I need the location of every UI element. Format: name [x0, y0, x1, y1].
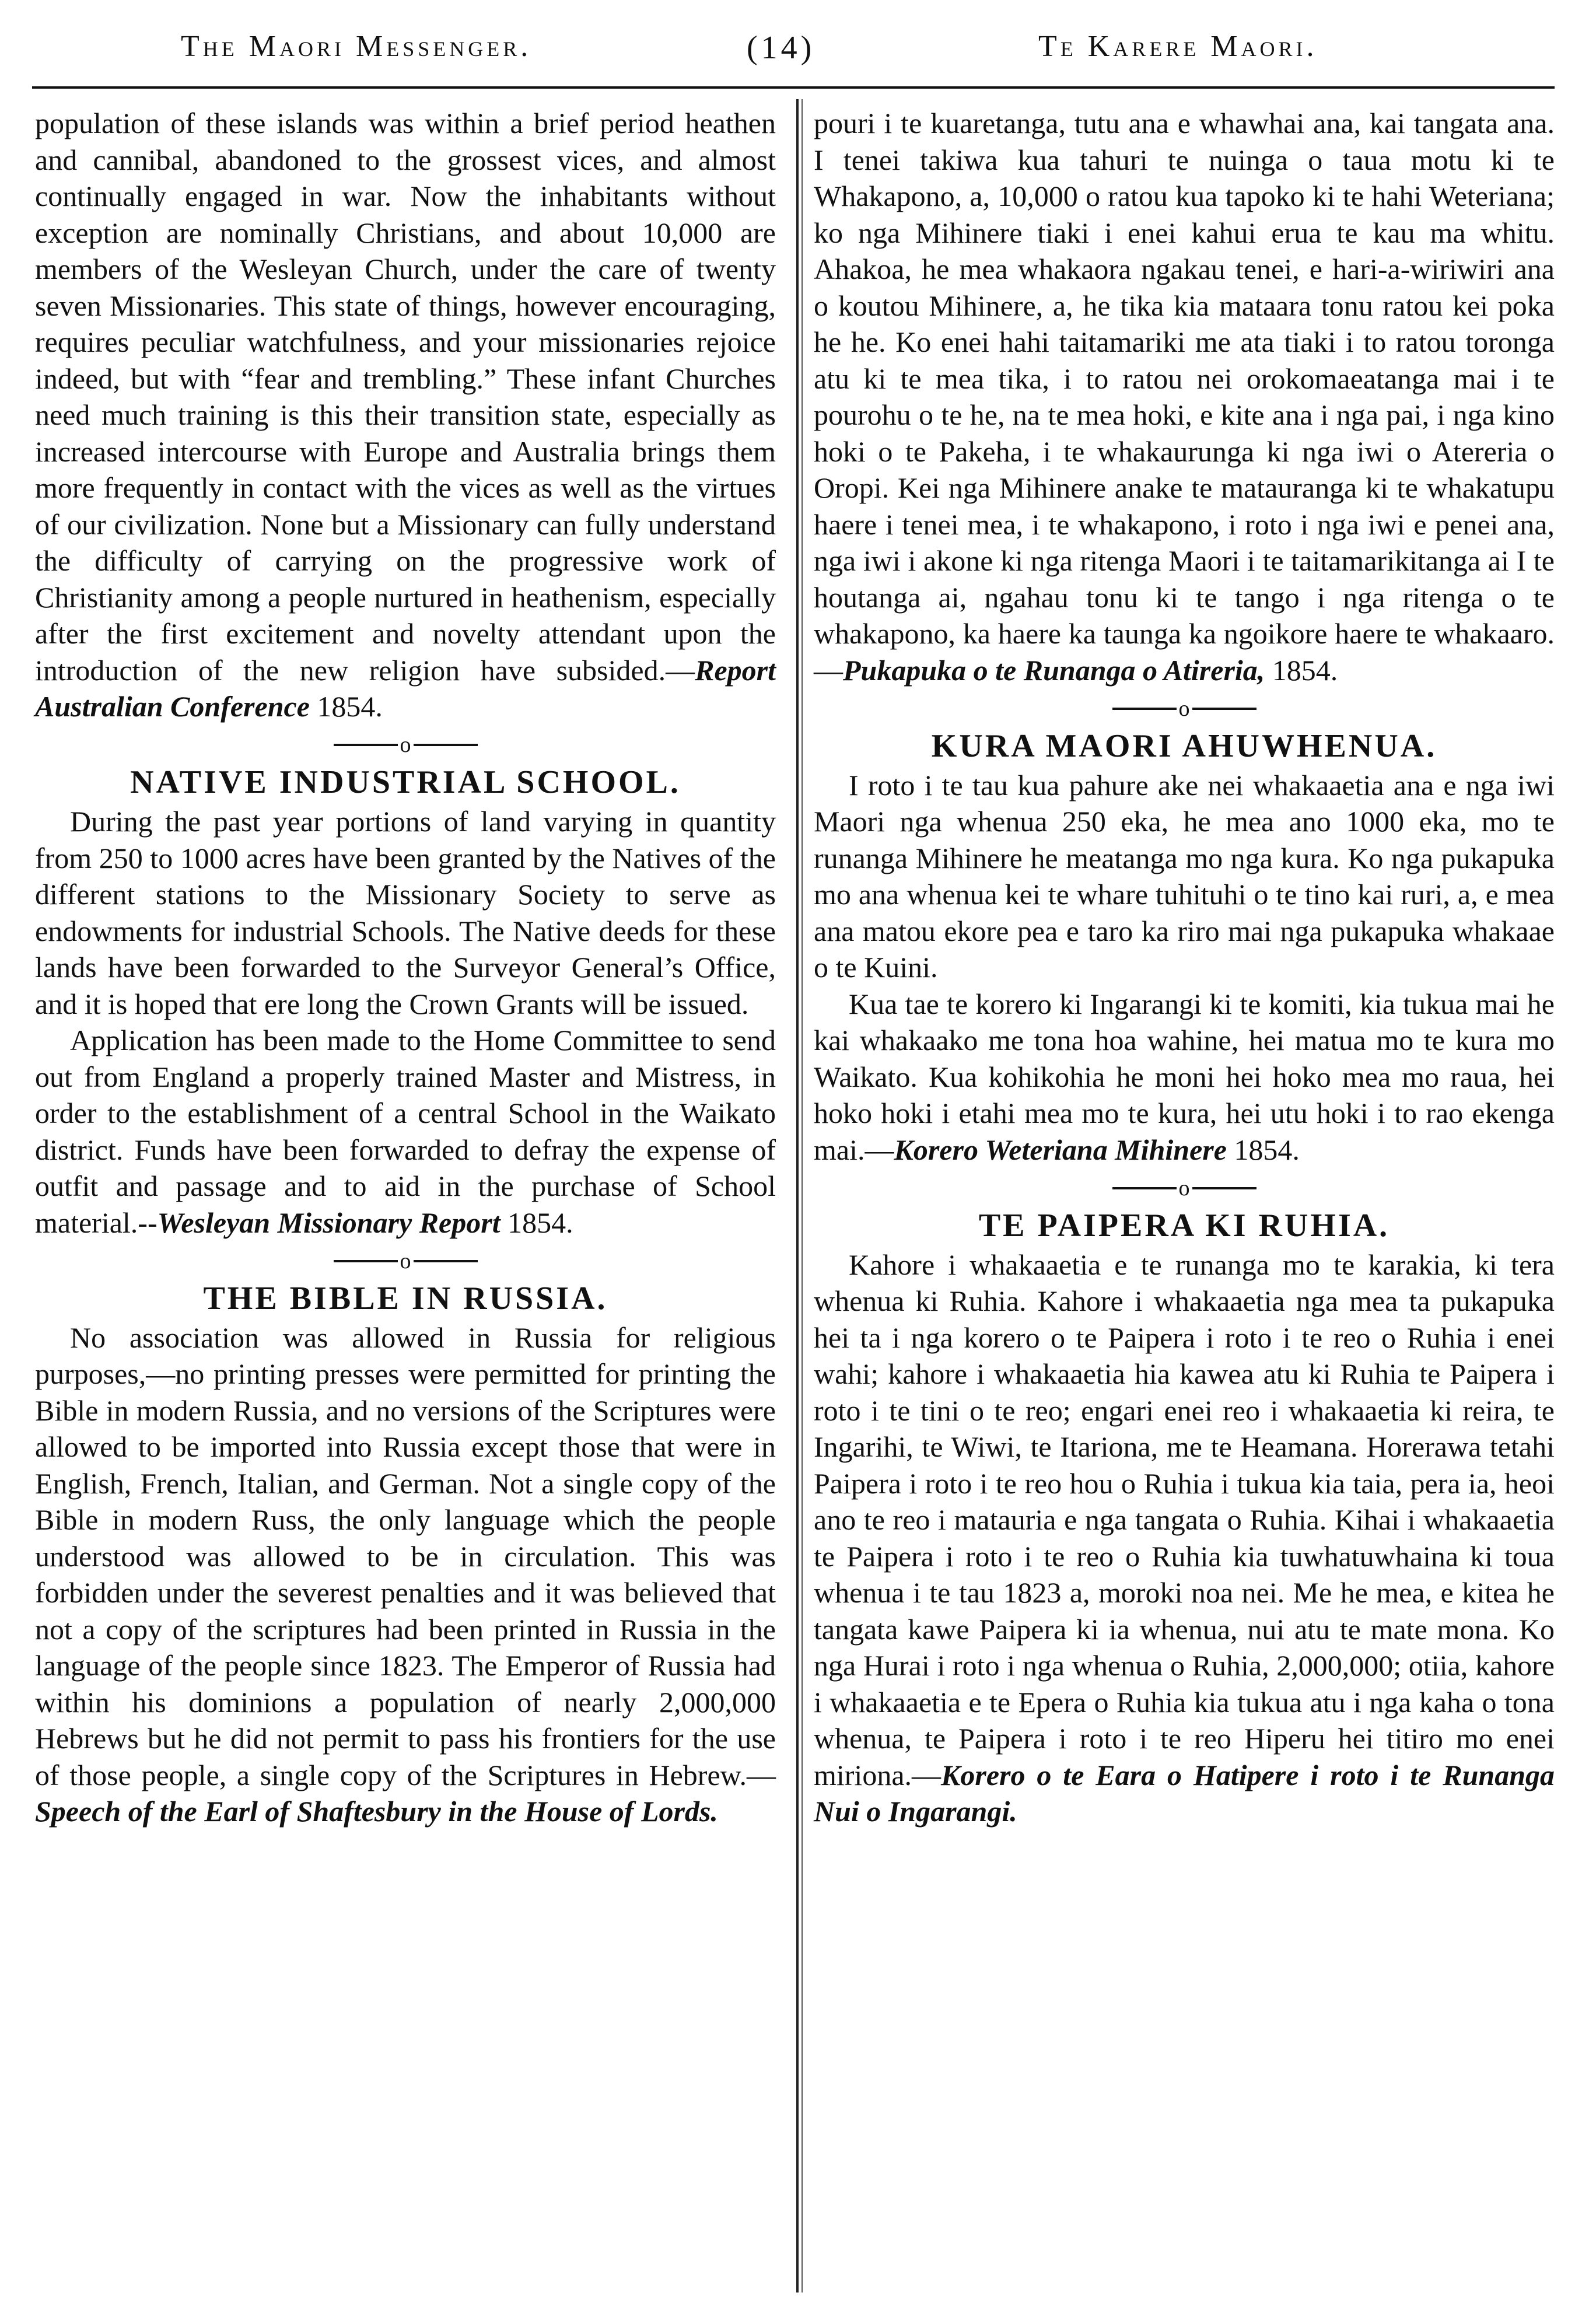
header-left-title: The Maori Messenger. [181, 30, 532, 63]
section-separator [814, 1168, 1555, 1205]
column-divider [796, 99, 799, 2292]
separator-mark: o [400, 1248, 411, 1273]
column-divider-secondary [802, 99, 803, 2292]
separator-mark: o [400, 733, 411, 758]
intro-year: 1854. [309, 690, 383, 723]
section-heading-industrial-school: NATIVE INDUSTRIAL SCHOOL. [130, 764, 681, 800]
separator-line [414, 744, 478, 746]
section-separator [814, 688, 1555, 725]
page-header [47, 29, 1552, 76]
page-number: (14) [747, 30, 816, 66]
maori-intro-paragraph [814, 105, 1555, 688]
maori-intro-year: 1854. [1265, 653, 1338, 687]
section-heading-kura-maori: KURA MAORI AHUWHENUA. [931, 727, 1437, 764]
intro-text: population of these islands was within a brief period heathen and cannibal, abandoned to the grossest vices, and almost continually engaged in war. Now the inhabitants without exception are nominally Christians, and about 10,000 are members of the Wesleyan Church, under the care of twenty seven Missionaries. This state of things, however encouraging, requires peculiar watchfulness, and your missionaries rejoice indeed, but with “fear and trembling.” These infant Churches need much training is this their transition state, especially as increased intercourse with Europe and Australia brings them more frequently in contact with the vices as well as the virtues of our civilization. None but a Missionary can fully understand the difficulty of carrying on the progressive work of Christianity among a people nurtured in heathenism, especially after the first excitement and novelty attendant upon the introduction of the new religion have subsided.— [35, 107, 776, 687]
separator-line [1112, 708, 1177, 710]
section-heading-paipera-ruhia: TE PAIPERA KI RUHIA. [978, 1207, 1390, 1244]
kura-maori-paragraph-1: I roto i te tau kua pahure ake nei whakaaetia ana e nga iwi Maori nga whenua 250 eka, he mea ano 1000 eka, mo te runanga Mihinere he meatanga mo nga kura. Ko nga pukapuka mo ana whenua kei te whare tuhituhi o te tino kai ruri, a, e mea ana matou ekore pea e taro ka riro mai nga pukapuka whakaae o te Kuini. [814, 768, 1555, 984]
kura-maori-text: Kua tae te korero ki Ingarangi ki te komiti, kia tukua mai he kai whakaako me tona hoa wahine, hei matua mo te kura mo Waikato. Kua kohikohia he moni hei hoko mea mo raua, hei hoko hoki i etahi mea mo te kura, hei utu hoki i to rao ekenga mai.— [814, 987, 1555, 1166]
separator-mark: o [1178, 1175, 1190, 1200]
header-rule [32, 86, 1555, 89]
separator-line [414, 1260, 478, 1262]
maori-column [814, 105, 1555, 2310]
industrial-school-paragraph-1: During the past year portions of land varying in quantity from 250 to 1000 acres have been granted by the Natives of the different stations to the Missionary Society to serve as endowments for industrial Schools. The Native deeds for these lands have been forwarded to the Surveyor General’s Office, and it is hoped that ere long the Crown Grants will be issued. [35, 805, 776, 1020]
section-heading-bible-russia: THE BIBLE IN RUSSIA. [203, 1280, 608, 1317]
separator-line [1192, 1187, 1256, 1189]
industrial-school-paragraph-2 [35, 1022, 776, 1241]
section-separator [35, 725, 776, 762]
paipera-ruhia-paragraph [814, 1247, 1555, 1830]
industrial-school-text: Application has been made to the Home Committee to send out from England a properly trained Master and Mistress, in order to the establishment of a central School in the Waikato district. Funds have been forwarded to defray the expense of outfit and passage and to aid in the purchase of School material.-- [35, 1024, 776, 1239]
english-column [35, 105, 776, 2310]
bible-russia-paragraph [35, 1320, 776, 1830]
industrial-school-year: 1854. [500, 1206, 573, 1239]
paipera-ruhia-text: Kahore i whakaaetia e te runanga mo te karakia, ki tera whenua ki Ruhia. Kahore i whakaaetia nga mea ta pukapuka hei ta i nga korero o te Paipera i roto i te reo o Ruhia i enei wahi; kahore i whakaaetia hia kawea atu ki Ruhia te Paipera i roto i te tini o te reo; engari enei reo i whakaaetia ki reira, te Ingarihi, te Wiwi, te Itariona, me te Heamana. Horerawa tetahi Paipera i roto i te reo hou o Ruhia i tukua kia taia, pera ia, heoi ano te reo i matauria e nga tangata o Ruhia. Kihai i whakaaetia te Paipera i roto i te reo o Ruhia kia tuwhatuwhaina ki toua whenua i te tau 1823 a, moroki noa nei. Me he mea, e kitea he tangata kawe Paipera ki ia whenua, nui atu te mate mona. Ko nga Hurai i roto i nga whenua o Ruhia, 2,000,000; otiia, kahore i whakaaetia e te Epera o Ruhia kia tukua atu i nga kaha o tona whenua, te Paipera i roto i te reo Hiperu hei titiro mo enei miriona.— [814, 1248, 1555, 1791]
kura-maori-year: 1854. [1226, 1133, 1300, 1166]
intro-paragraph [35, 105, 776, 725]
header-right-title: Te Karere Maori. [1038, 30, 1318, 63]
bible-russia-source: Speech of the Earl of Shaftesbury in the House of Lords. [35, 1795, 718, 1828]
maori-intro-source: Pukapuka o te Runanga o Atireria, [843, 653, 1265, 687]
separator-line [334, 744, 398, 746]
maori-intro-text: pouri i te kuaretanga, tutu ana e whawhai ana, kai tangata ana. I tenei takiwa kua tahuri te nuinga o taua motu ki te Whakapono, a, 10,000 o ratou kua tapoko ki te hahi Weteriana; ko nga Mihinere tiaki i enei kahui erua te kau ma whitu. Ahakoa, he mea whakaora ngakau tenei, e hari-a-wiriwiri ana o koutou Mihinere, a, he tika kia mataara tonu ratou kei poka he he. Ko enei hahi taitamariki me ata tiaki i to ratou toronga atu ki te mea tika, i to ratou nei orokomaeatanga mai i te pourohu o te he, na te mea hoki, e kite ana i nga pai, i nga kino hoki o te Pakeha, i te whakaurunga ki nga iwi o Atereria o Oropi. Kei nga Mihinere anake te matauranga ki te whakatupu haere i tenei mea, i te whakapono, i roto i nga iwi e penei ana, nga iwi i akone ki nga ritenga Maori i te taitamarikitanga ai I te houtanga ai, ngahau tonu ki te tango i nga ritenga o te whakapono, ka haere ka taunga ka ngoikore haere te whakaaro.— [814, 107, 1555, 687]
paipera-ruhia-source: Korero o te Eara o Hatipere i roto i te Runanga Nui o Ingarangi. [814, 1758, 1555, 1828]
separator-mark: o [1178, 696, 1190, 721]
separator-line [334, 1260, 398, 1262]
separator-line [1112, 1187, 1177, 1189]
kura-maori-source: Korero Weteriana Mihinere [894, 1133, 1227, 1166]
separator-line [1192, 708, 1256, 710]
bible-russia-text: No association was allowed in Russia for religious purposes,—no printing presses were permitted for printing the Bible in modern Russia, and no versions of the Scriptures were allowed to be imported into Russia except those that were in English, French, Italian, and German. Not a single copy of the Bible in modern Russ, the only language which the people understood was allowed to be in circulation. This was forbidden under the severest penalties and it was believed that not a copy of the scriptures had been printed in Russia in the language of the people since 1823. The Emperor of Russia had within his dominions a population of nearly 2,000,000 Hebrews but he did not permit to pass his frontiers for the use of those people, a single copy of the Scriptures in Hebrew.— [35, 1321, 776, 1791]
section-separator [35, 1241, 776, 1278]
kura-maori-paragraph-2 [814, 986, 1555, 1168]
intro-source: Report Australian Conference [35, 653, 776, 723]
industrial-school-source: Wesleyan Missionary Report [157, 1206, 501, 1239]
